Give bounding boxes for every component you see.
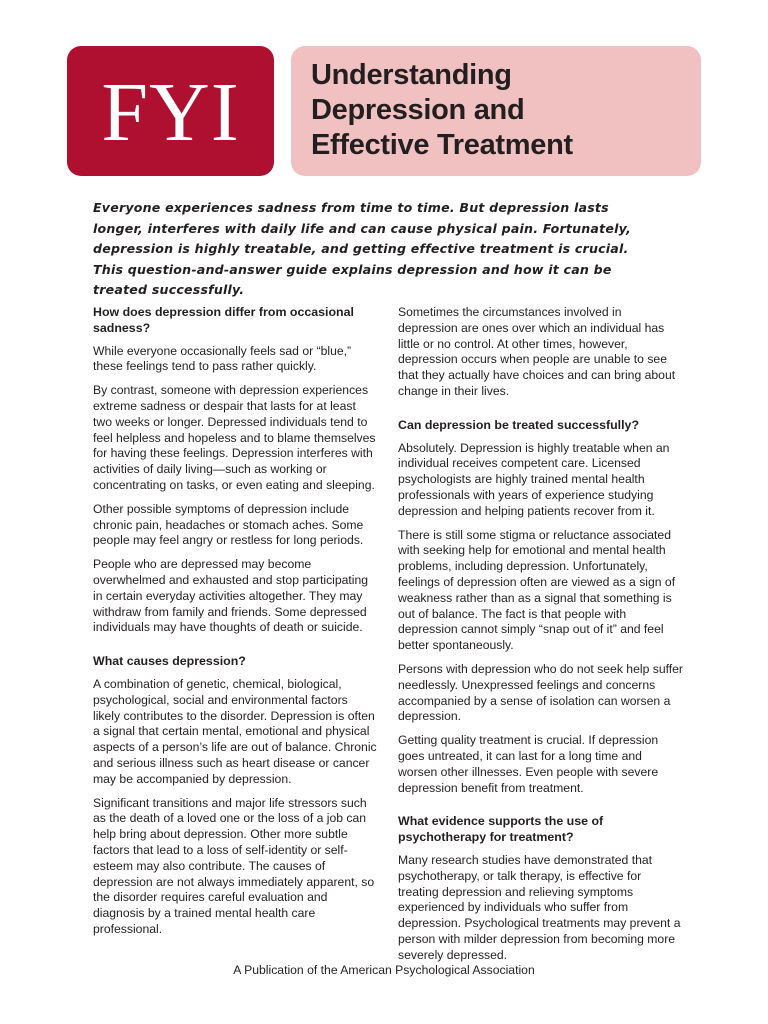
paragraph: A combination of genetic, chemical, biological, psychological, social and environmental factors likely contributes to the disorder. Depression is often a signal that certain mental, emotional and physical aspects of a person’s life are out of balance. Chronic and serious illness such as heart disease or cancer may be accompanied by depression. — [93, 676, 377, 786]
publication-footer: A Publication of the American Psychological Association — [233, 963, 535, 977]
title-line-2: Depression and — [311, 94, 525, 126]
paragraph: By contrast, someone with depression experiences extreme sadness or despair that lasts for at least two weeks or longer. Depressed individuals tend to feel helpless and hopeless and to blame themselves for having these feelings. Depression interferes with activities of daily living—such as working or concentrating on tasks, or even eating and sleeping. — [93, 383, 376, 492]
intro-paragraph: Everyone experiences sadness from time to time. But depression lasts longer, interferes with daily life and can cause physical pain. Fortunately, depression is highly treatable, and getting effective treatment is crucial. This question-and-answer guide explains depression and how it can be treated successfully. — [93, 200, 632, 297]
paragraph: Absolutely. Depression is highly treatable when an individual receives competent care. Licensed psychologists are highly trained mental health professionals with years of experience studying depression and helping patients recover from it. — [398, 440, 670, 518]
title-banner — [291, 46, 701, 176]
heading-differ-from-sadness: How does depression differ from occasional sadness? — [93, 305, 354, 335]
title-line-3: Effective Treatment — [311, 129, 573, 161]
paragraph: Sometimes the circumstances involved in depression are ones over which an individual has little or no control. At other times, however, depression occurs when people are unable to see that they actually have choices and can bring about change in their lives. — [398, 305, 676, 398]
paragraph: While everyone occasionally feels sad or “blue,” these feelings tend to pass rather quickly. — [93, 343, 352, 374]
paragraph: Getting quality treatment is crucial. If depression goes untreated, it can last for a long time and worsen other illnesses. Even people with severe depression benefit from treatment. — [398, 733, 659, 795]
paragraph: Persons with depression who do not seek help suffer needlessly. Unexpressed feelings and concerns accompanied by a sense of isolation can worsen a depression. — [398, 661, 683, 724]
left-column — [93, 305, 378, 946]
paragraph: People who are depressed may become overwhelmed and exhausted and stop participating in certain everyday activities altogether. They may withdraw from family and friends. Some depressed individuals may have thoughts of death or suicide. — [93, 557, 369, 635]
right-column — [398, 305, 683, 971]
page-title — [311, 58, 573, 163]
heading-treated-successfully: Can depression be treated successfully? — [398, 417, 640, 432]
fyi-badge-text: FYI — [101, 66, 240, 159]
fyi-badge — [67, 46, 274, 176]
heading-evidence-psychotherapy: What evidence supports the use of psychotherapy for treatment? — [398, 814, 604, 845]
paragraph: Significant transitions and major life stressors such as the death of a loved one or the loss of a job can help bring about depression. Other more subtle factors that lead to a loss of self-identity or self-esteem may also contribute. The causes of depression are not always immediately apparent, so the disorder requires careful evaluation and diagnosis by a trained mental health care professional. — [93, 795, 375, 936]
paragraph: There is still some stigma or reluctance associated with seeking help for emotional and mental health problems, including depression. Unfortunately, feelings of depression often are viewed as a sign of weakness rather than as a signal that something is out of balance. The fact is that people with depression cannot simply “snap out of it” and feel better spontaneously. — [398, 527, 676, 653]
title-line-1: Understanding — [311, 59, 512, 91]
heading-causes: What causes depression? — [93, 654, 246, 669]
paragraph: Other possible symptoms of depression include chronic pain, headaches or stomach aches. Some people may feel angry or restless for long periods. — [93, 501, 364, 548]
paragraph: Many research studies have demonstrated that psychotherapy, or talk therapy, is effective for treating depression and relieving symptoms experienced by individuals who suffer from depression. Psychological treatments may prevent a person with milder depression from becoming more severely depressed. — [398, 852, 681, 962]
